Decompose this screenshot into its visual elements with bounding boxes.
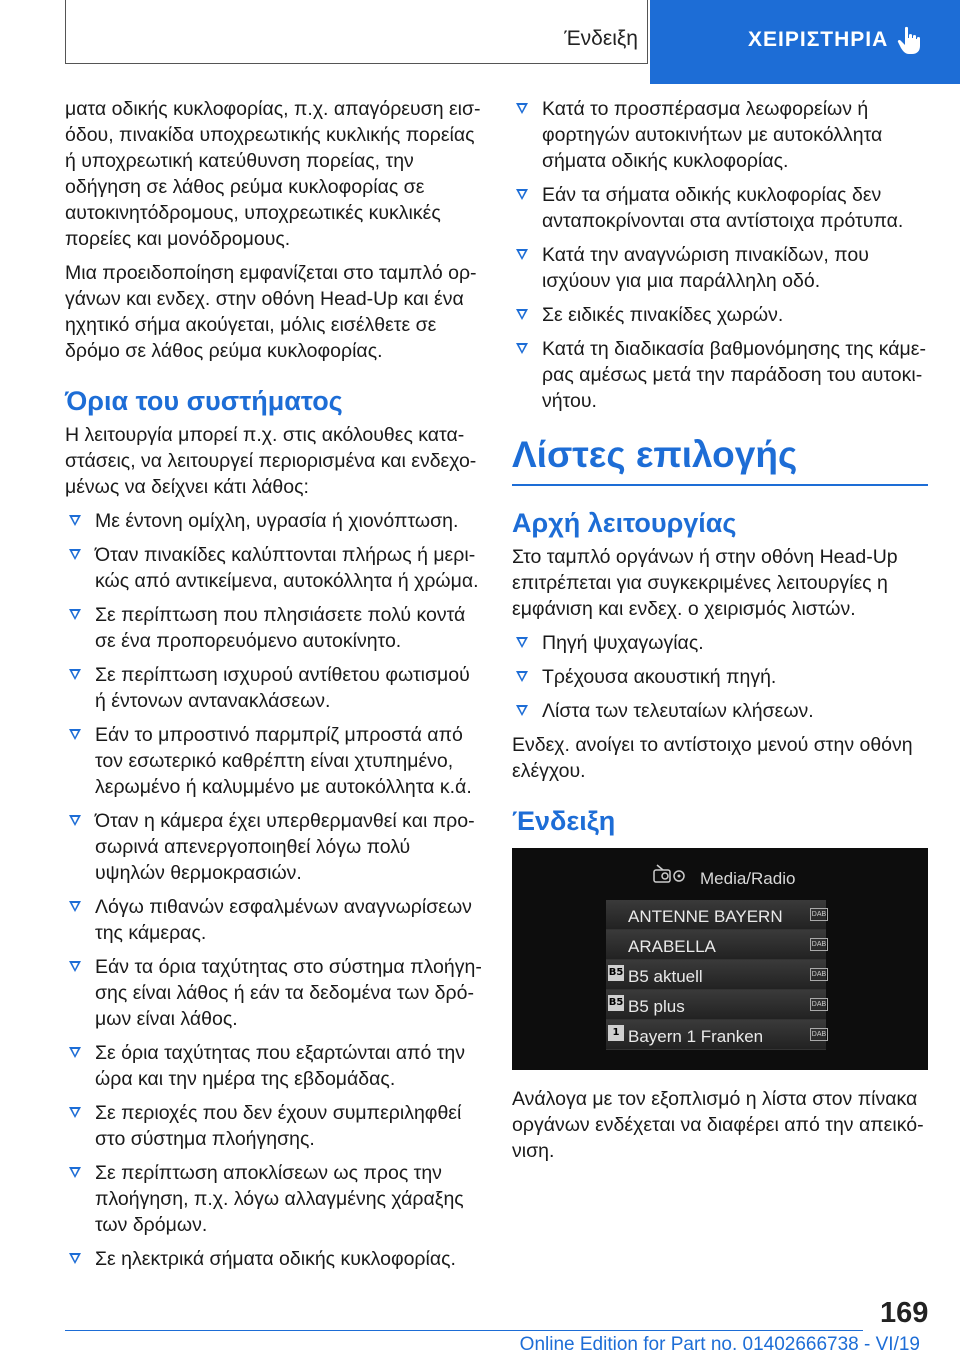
triangle-bullet-icon (516, 343, 528, 354)
section-title: Ένδειξη (564, 27, 638, 50)
media-radio-icon (652, 864, 686, 886)
station-name: Bayern 1 Franken (628, 1027, 764, 1046)
list-item: Σε περιοχές που δεν έχουν συμπεριληφθεί στο σύστημα πλοήγησης. (65, 1100, 485, 1152)
triangle-bullet-icon (69, 815, 81, 826)
instrument-cluster-screenshot (512, 848, 928, 1070)
triangle-bullet-icon (69, 549, 81, 560)
station-row[interactable] (606, 930, 826, 960)
triangle-bullet-icon (516, 309, 528, 320)
list-item: Σε όρια ταχύτητας που εξαρτώνται από την ώρα και την ημέρα της εβδομάδας. (65, 1040, 485, 1092)
right-column (512, 96, 928, 1172)
triangle-bullet-icon (516, 671, 528, 682)
list-item: Κατά τη διαδικασία βαθμονόμησης της κάμερας αμέσως μετά την παράδοση του αυτοκινήτου. (512, 336, 928, 414)
station-row[interactable] (606, 900, 826, 930)
paragraph: Μια προειδοποίηση εμφανίζεται στο ταμπλό οργάνων και ενδεχ. στην οθόνη Head-Up και ένα ηχητικό σήμα ακούγεται, μόλις εισέλθετε σε δρόμο σε λάθος ρεύμα κυκλοφορίας. (65, 262, 477, 362)
list-item: Κατά την αναγνώριση πινακίδων, που ισχύουν για μια παράλληλη οδό. (512, 242, 928, 294)
list-item: Σε περίπτωση αποκλίσεων ως προς την πλοήγηση, π.χ. λόγω αλλαγμένης χάραξης των δρόμων. (65, 1160, 485, 1238)
dab-icon: DAB (810, 1028, 828, 1041)
station-list (606, 900, 826, 1050)
triangle-bullet-icon (69, 669, 81, 680)
station-row[interactable] (606, 1020, 826, 1050)
dab-icon: DAB (810, 908, 828, 921)
list-item: Εάν το μπροστινό παρμπρίζ μπροστά από τον εσωτερικό καθρέπτη είναι χτυπημένο, λερωμένο ή καλυμμένο με αυτοκόλλητα κ.ά. (65, 722, 485, 800)
list-item: Σε ηλεκτρικά σήματα οδικής κυκλοφορίας. (65, 1246, 485, 1272)
chapter-tab (650, 0, 960, 84)
triangle-bullet-icon (516, 249, 528, 260)
list-item: Με έντονη ομίχλη, υγρασία ή χιονόπτωση. (65, 508, 485, 534)
dab-icon: DAB (810, 938, 828, 951)
bullet-list (512, 630, 928, 724)
list-item: Λόγω πιθανών εσφαλμένων αναγνωρίσεων της κάμερας. (65, 894, 485, 946)
triangle-bullet-icon (69, 961, 81, 972)
paragraph: Στο ταμπλό οργάνων ή στην οθόνη Head-Up επιτρέπεται για συγκεκριμένες λειτουργίες η εμφάνιση και ενδεχ. ο χειρισμός λιστών. (512, 546, 898, 620)
list-item: Εάν τα όρια ταχύτητας στο σύστημα πλοήγησης είναι λάθος ή εάν τα δεδομένα των δρόμων είναι λάθος. (65, 954, 485, 1032)
left-column (65, 96, 485, 1280)
triangle-bullet-icon (69, 609, 81, 620)
station-logo-icon: 1 (608, 1025, 624, 1041)
list-item: Εάν τα σήματα οδικής κυκλοφορίας δεν ανταποκρίνονται στα αντίστοιχα πρότυπα. (512, 182, 928, 234)
section-heading: Ένδειξη (512, 806, 616, 836)
triangle-bullet-icon (69, 1107, 81, 1118)
station-name: B5 plus (628, 997, 685, 1016)
figure-caption: Ανάλογα με τον εξοπλισμό η λίστα στον πίνακα οργάνων ενδέχεται να διαφέρει από την απεικόνιση. (512, 1088, 924, 1162)
footer-divider (65, 1330, 863, 1331)
list-item: Πηγή ψυχαγωγίας. (512, 630, 928, 656)
station-name: ANTENNE BAYERN (628, 907, 783, 926)
triangle-bullet-icon (516, 189, 528, 200)
hand-pointer-icon (896, 26, 924, 56)
triangle-bullet-icon (69, 1047, 81, 1058)
list-item: Σε ειδικές πινακίδες χωρών. (512, 302, 928, 328)
triangle-bullet-icon (516, 103, 528, 114)
screen-title: Media/Radio (700, 869, 796, 888)
chapter-heading: Λίστες επιλογής (512, 434, 798, 475)
footer-edition: Online Edition for Part no. 01402666738 - VI/19 (519, 1334, 920, 1355)
station-name: B5 aktuell (628, 967, 703, 986)
dab-icon: DAB (810, 968, 828, 981)
list-item: Όταν η κάμερα έχει υπερθερμανθεί και προσωρινά απενεργοποιηθεί λόγω πολύ υψηλών θερμοκρασιών. (65, 808, 485, 886)
list-item: Όταν πινακίδες καλύπτονται πλήρως ή μερικώς από αντικείμενα, αυτοκόλλητα ή χρώμα. (65, 542, 485, 594)
station-logo-icon: B5 (608, 995, 624, 1011)
triangle-bullet-icon (69, 515, 81, 526)
triangle-bullet-icon (516, 705, 528, 716)
paragraph: ματα οδικής κυκλοφορίας, π.χ. απαγόρευση εισόδου, πινακίδα υποχρεωτικής κυκλικής πορείας ή υποχρεωτική κατεύθυνση πορείας, την οδήγηση σε λάθος ρεύμα κυκλοφορίας σε αυτοκινητόδρομους, υποχρεωτικές κυκλικές πορείες και μονόδρομους. (65, 98, 481, 250)
list-item: Σε περίπτωση που πλησιάσετε πολύ κοντά σε ένα προπορευόμενο αυτοκίνητο. (65, 602, 485, 654)
triangle-bullet-icon (516, 637, 528, 648)
triangle-bullet-icon (69, 729, 81, 740)
station-row[interactable] (606, 960, 826, 990)
station-row[interactable] (606, 990, 826, 1020)
triangle-bullet-icon (69, 901, 81, 912)
triangle-bullet-icon (69, 1167, 81, 1178)
triangle-bullet-icon (69, 1253, 81, 1264)
dab-icon: DAB (810, 998, 828, 1011)
section-heading: Όρια του συστήματος (65, 386, 343, 416)
list-item: Λίστα των τελευταίων κλήσεων. (512, 698, 928, 724)
section-heading: Αρχή λειτουργίας (512, 508, 737, 538)
list-item: Σε περίπτωση ισχυρού αντίθετου φωτισμού ή έντονων αντανακλάσεων. (65, 662, 485, 714)
page-number: 169 (880, 1297, 929, 1329)
list-item: Τρέχουσα ακουστική πηγή. (512, 664, 928, 690)
bullet-list (65, 508, 485, 1272)
paragraph: Η λειτουργία μπορεί π.χ. στις ακόλουθες καταστάσεις, να λειτουργεί περιορισμένα και ενδεχομένως να δείχνει κάτι λάθος: (65, 424, 477, 498)
list-item: Κατά το προσπέρασμα λεωφορείων ή φορτηγών αυτοκινήτων με αυτοκόλλητα σήματα οδικής κυκλοφορίας. (512, 96, 928, 174)
station-logo-icon: B5 (608, 965, 624, 981)
station-name: ARABELLA (628, 937, 716, 956)
header-frame (65, 0, 648, 64)
bullet-list (512, 96, 928, 414)
heading-divider (512, 484, 928, 486)
chapter-title: ΧΕΙΡΙΣΤΗΡΙΑ (748, 28, 889, 51)
paragraph: Ενδεχ. ανοίγει το αντίστοιχο μενού στην οθόνη ελέγχου. (512, 734, 913, 782)
